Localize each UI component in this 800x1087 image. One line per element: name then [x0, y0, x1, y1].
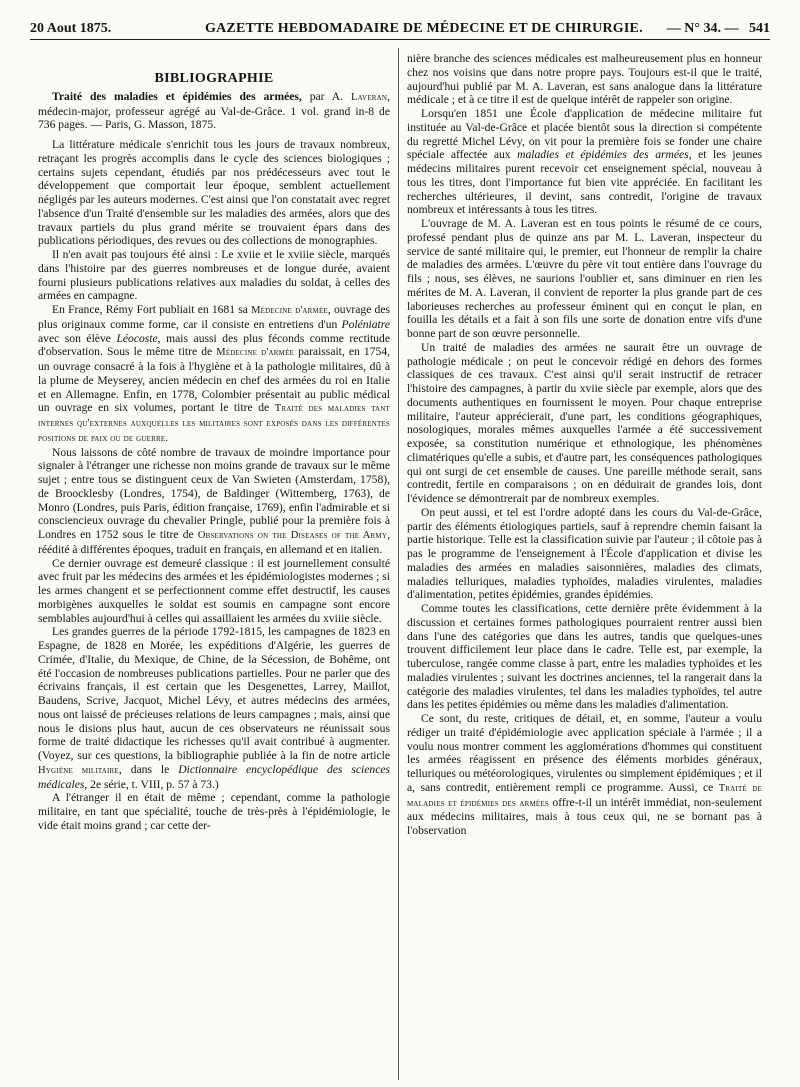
text-run: avec son élève: [38, 331, 117, 345]
paragraph: A l'étranger il en était de même ; cependant, comme la pathologie militaire, en tant que spécialité, touche de très-près à l'épidémiologie, le vide était moins grand ; car cette der-: [38, 791, 390, 832]
text-run: , réédité à différentes époques, traduit en français, en allemand et en italien.: [38, 528, 391, 556]
text-run: , et les jeunes médecins militaires purent recevoir cet enseignement spécial, nouveau à tous les titres, dont l'importance fut bien vite appréciée. En facilitant les recherches ultérieures, il devint, sans contredit, l'origine de travaux nombreux et intéressants à tous les titres.: [407, 148, 762, 217]
text-run: , ouvrage des plus originaux comme forme, car il consiste en entretiens d'un: [38, 303, 390, 331]
running-header: [30, 15, 770, 40]
paragraph: [38, 446, 390, 557]
text-run: , mais aussi des plus féconds comme rectitude d'observation. Sous le même titre de: [38, 331, 390, 359]
paragraph: L'ouvrage de M. A. Laveran est en tous points le résumé de ce cours, professé pendant plus de quinze ans par M. L. Laveran, inspecteur du service de santé militaire qui, le premier, eut l'honneur de remplir la chaire de maladies des armées. L'œuvre du père vit tout entière dans l'ouvrage du fils ; nous, ses élèves, ne saurions l'oublier et, sans diminuer en rien les mérites de M. A. Laveran, il convient de reporter la plus grande part de ces laborieuses recherches au professeur éminent qui en conçut le plan, en fouilla les détails et a fait à son fils une sorte de donation entre vifs d'une bonne part de son œuvre personnelle.: [407, 217, 762, 340]
paragraph: On peut aussi, et tel est l'ordre adopté dans les cours du Val-de-Grâce, partir des éléments étiologiques partiels, sauf à reprendre chemin faisant la partie historique. Telle est la classification suivie par l'auteur ; il côtoie pas à pas le programme de l'enseignement à l'École d'application et divise les maladies des armées en maladies saisonnières, maladies des climats, maladies telluriques, maladies typhoïdes, maladies virulentes, maladies d'alimentation, petites épidémies, grandes épidémies.: [407, 505, 762, 602]
paragraph: Il n'en avait pas toujours été ainsi : Le xviie et le xviiie siècle, marqués dans l'histoire par des guerres nombreuses et de longue durée, avaient fourni plusieurs publications relatives aux maladies du soldat, à celles des armées en campagne.: [38, 248, 390, 303]
citation-details: , médecin-major, professeur agrégé au Val-de-Grâce. 1 vol. grand in-8 de 736 pages. — Paris, G. Masson, 1875.: [38, 89, 390, 132]
text-run: Nous laissons de côté nombre de travaux de moindre importance pour signaler à l'étranger une richesse non moins grande de travaux sur le même sujet ; entre tous se distinguent ceux de Van Swieten (Amsterdam, 1758), de Broocklesby (Londres, 1754), de Baldinger (Wittemberg, 1763), de Monro (Londres, puis Paris, édition française, 1769), enfin l'admirable et si consciencieux ouvrage du chevalier Pringle, publié pour la première fois à Londres en 1752 sous le titre de: [38, 445, 390, 541]
section-title: BIBLIOGRAPHIE: [154, 71, 274, 86]
text-run: Poléniatre: [341, 317, 390, 331]
right-column: [407, 52, 762, 838]
paragraph: [407, 712, 762, 838]
header-issue: — N° 34. —: [666, 21, 739, 36]
text-run: , dans le: [118, 762, 179, 776]
book-citation: [38, 90, 390, 132]
text-run: Traité de maladies et épidémies des armées: [407, 782, 763, 809]
text-run: Léocoste: [116, 331, 158, 345]
text-run: Dictionnaire encyclopédique des sciences médicales: [38, 762, 390, 791]
text-run: paraissait, en 1754, un ouvrage consacré à la fois à l'hygiène et à la pathologie militaires, dû à la plume de Meyserey, ancien médecin en chef des armées du roi en Italie et en Allemagne. Enfin, en 1778, Colombier présentait au public médical un ouvrage en six volumes, portant le titre de: [38, 345, 391, 415]
text-run: Observations on the Diseases of the Army: [197, 530, 388, 541]
text-run: Médecine d'armée: [251, 305, 328, 316]
text-run: Traité des maladies tant internes qu'externes auxquelles les militaires sont exposés dans les différentes positions de paix ou de guerre.: [38, 403, 390, 444]
column-divider: [398, 48, 399, 1080]
paragraph: Ce dernier ouvrage est demeuré classique : il est journellement consulté avec fruit par les médecins des armées et les épidémiologistes modernes ; si les armes changent et se perfectionnent comme effet destructif, les causes morbigènes auxquelles le soldat est soumis en campagne sont encore semblables aujourd'hui à celles qui assaillaient les armées du xviiie siècle.: [38, 556, 390, 625]
text-run: offre-t-il un intérêt immédiat, non-seulement aux médecins militaires, mais à tous ceux qui, ne se bornant pas à l'observation: [407, 795, 762, 837]
text-run: Les grandes guerres de la période 1792-1815, les campagnes de 1823 en Espagne, de 1828 en Morée, les expéditions d'Algérie, les guerres de Crimée, d'Italie, du Mexique, de Chine, de la Sécession, de Bohême, ont été l'occasion de nombreuses publications partielles. Pour ne parler que des écrivains français, il est certain que les Desgenettes, Larrey, Maillot, Baudens, Scrive, Jacquot, Michel Lévy, et autres médecins des armées, nous ont laissé de précieuses relations de leurs campagnes ; mais, ainsi que nous le disions plus haut, aucun de ces observateurs ne réunissait sous forme de traité didactique les richesses qu'il avait contribué à augmenter. (Voyez, sur ces questions, la bibliographie publiée à la fin de notre article: [38, 625, 390, 762]
paragraph: Comme toutes les classifications, cette dernière prête évidemment à la discussion et certaines formes pathologiques pourraient rentrer aussi bien dans l'une des catégories que dans les autres, tandis que quelques-unes trouvent difficilement leur place dans le cadre. Telle est, par exemple, la tuberculose, rangée comme classe à part, entre les maladies typhoïdes et les maladies virulentes ; suivant les doctrines anciennes, tel la rangerait dans la catégorie des maladies virulentes, tel dans les maladies typhoïdes, tel autre dans les petites épidémies ou même dans les maladies d'alimentation.: [407, 602, 762, 712]
text-run: Ce sont, du reste, critiques de détail, et, en somme, l'auteur a voulu rédiger un traité d'épidémiologie avec application spéciale à l'armée ; il a voulu nous montrer comment les agglomérations d'hommes qui constituent les armées réagissent en présence des éléments morbides généraux, telluriques ou météorologiques, virulentes ou simplement épidémiques ; et il a, sans contredit, entièrement rempli ce programme. Aussi, ce: [407, 712, 762, 794]
paragraph: [38, 625, 390, 791]
text-run: , 2e série, t. VIII, p. 57 à 73.): [84, 777, 219, 791]
text-run: maladies et épidémies des armées: [517, 148, 689, 162]
text-run: Lorsqu'en 1851 une École d'application de médecine militaire fut instituée au Val-de-Grâce et placée bientôt sous la direction si compétente du regretté Michel Lévy, on vit pour la première fois se fonder une chaire spéciale affectée aux: [407, 107, 762, 162]
text-run: Médecine d'armée: [216, 347, 295, 359]
citation-by: par A.: [301, 89, 351, 103]
header-journal-title: GAZETTE HEBDOMADAIRE DE MÉDECINE ET DE CHIRURGIE.: [205, 21, 643, 36]
paragraph: nière branche des sciences médicales est malheureusement plus en honneur chez nos voisins que dans notre propre pays. Toujours est-il que le traité, aujourd'hui publié par M. A. Laveran, est sans analogue dans la littérature médicale ; et à ce titre il est de quelque intérêt de rappeler son origine.: [407, 52, 762, 107]
text-run: Hygiène militaire: [38, 764, 119, 776]
paragraph: Un traité de maladies des armées ne saurait être un ouvrage de pathologie médicale ; on peut le concevoir rédigé en dehors des formes classiques de ces travaux. C'est ainsi qu'il serait instructif de retracer l'histoire des campagnes, à partir du xviie siècle par exemple, alors que des documents authentiques en fournissent le moyen. Pour chaque entreprise militaire, l'auteur apprécierait, d'une part, les conditions géographiques, nosologiques, morales mêmes auxquelles l'armée a été successivement exposée, sa constitution numérique et ethnologique, les phénomènes climatériques qu'elle a subis, et d'autre part, les conséquences pathologiques qui ont surgi de cet ensemble de causes. Une pareille méthode serait, sans contredit, fertile en comparaisons ; on en déduirait de grandes lois, dont l'évidence se démontrerait par de nombreux exemples.: [407, 340, 762, 505]
paragraph: [38, 303, 390, 446]
header-issue-page: [667, 21, 770, 37]
text-run: En France, Rémy Fort publiait en 1681 sa: [52, 303, 252, 316]
citation-author: Laveran: [351, 91, 388, 103]
header-date: 20 Aout 1875.: [30, 21, 112, 36]
paragraph: La littérature médicale s'enrichit tous les jours de travaux nombreux, retraçant les progrès accomplis dans le cycle des sciences biologiques ; certains sujets cependant, étudiés par nos prédécesseurs avec tout le développement que comportait leur époque, semblent actuellement négligés par les auteurs modernes. C'est ainsi que l'on constatait avec regret l'absence d'un Traité d'ensemble sur les maladies des armées, alors que des travaux partiels du plus grand mérite se trouvaient épars dans des publications périodiques, des revues ou des collections de monographies.: [38, 138, 390, 248]
header-page-number: 541: [749, 21, 770, 36]
paragraph: [407, 107, 762, 217]
left-column: [38, 52, 390, 833]
citation-title: Traité des maladies et épidémies des armées,: [52, 89, 302, 103]
